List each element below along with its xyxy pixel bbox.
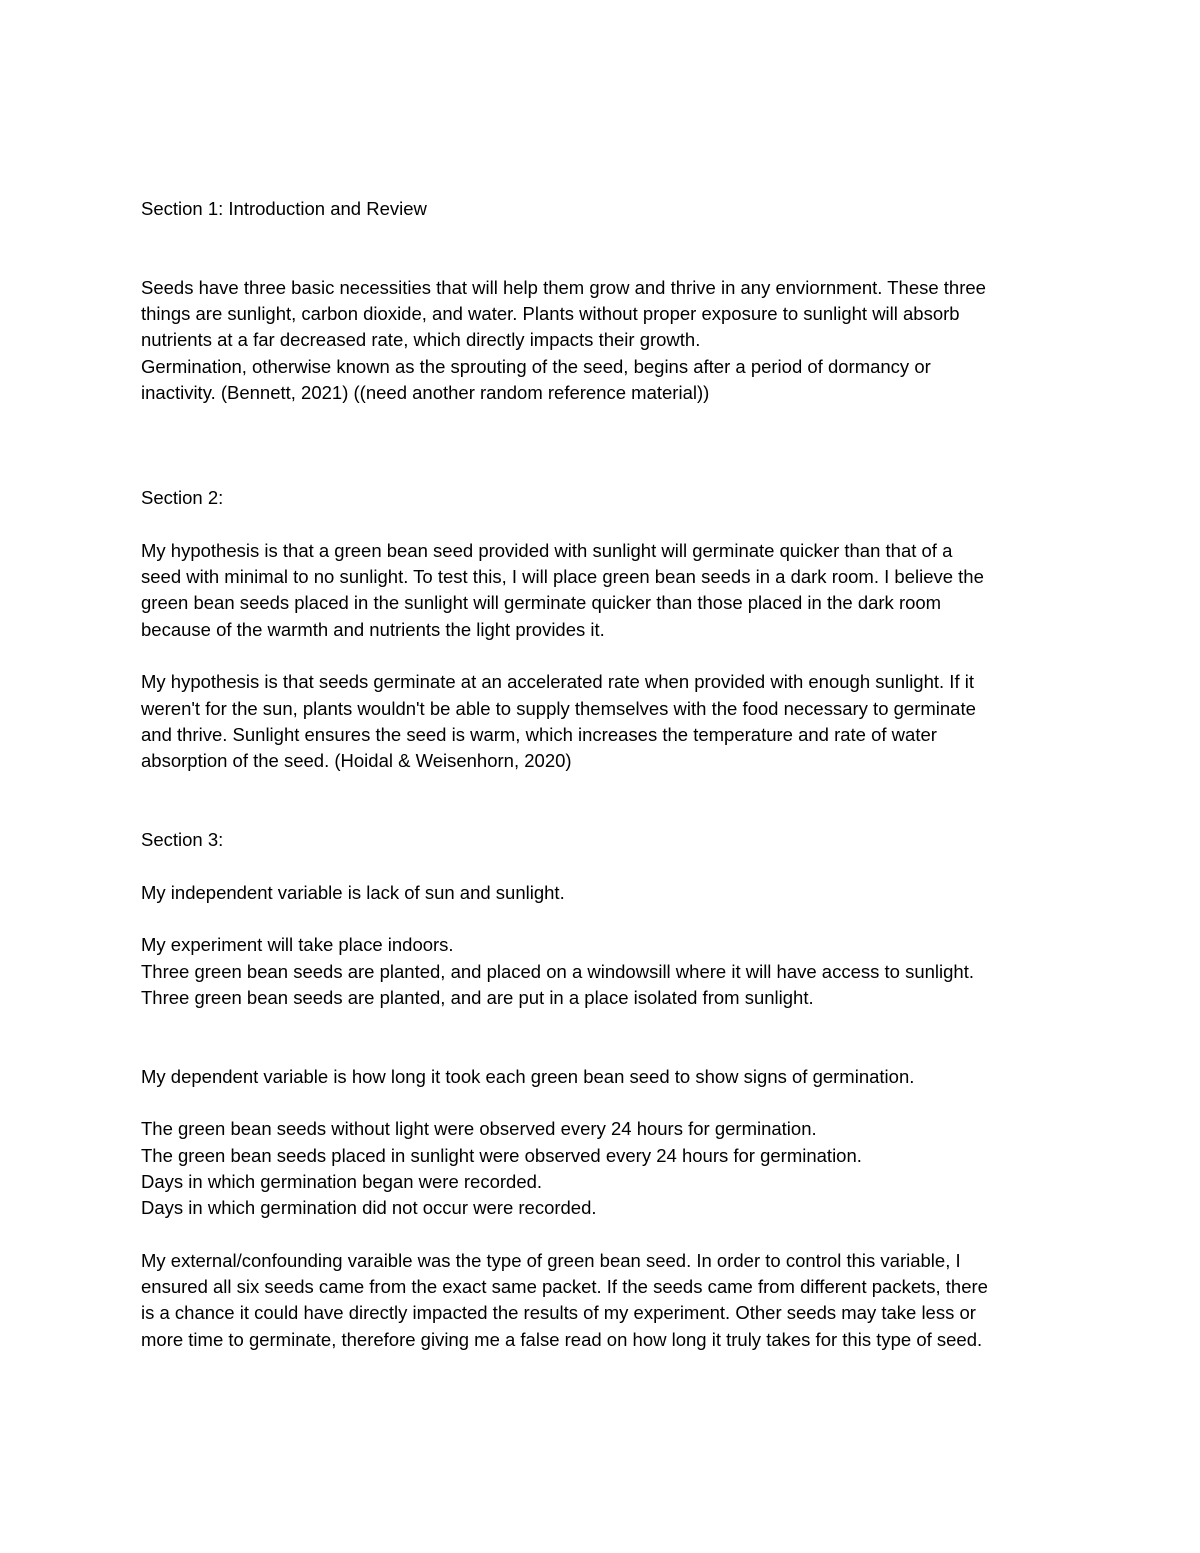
section-2-paragraph-1 bbox=[141, 538, 1071, 643]
paragraph-line: My hypothesis is that seeds germinate at an accelerated rate when provided with enough sunlight. If it bbox=[141, 671, 974, 693]
spacer bbox=[141, 406, 1071, 485]
paragraph-line: My external/confounding varaible was the type of green bean seed. In order to control this variable, I bbox=[141, 1249, 961, 1271]
paragraph-line: and thrive. Sunlight ensures the seed is warm, which increases the temperature and rate of water bbox=[141, 723, 937, 745]
observations bbox=[141, 1116, 1071, 1221]
paragraph-line: green bean seeds placed in the sunlight will germinate quicker than those placed in the dark room bbox=[141, 592, 942, 614]
paragraph-line: The green bean seeds placed in sunlight were observed every 24 hours for germination. bbox=[141, 1144, 862, 1166]
dependent-variable: My dependent variable is how long it took each green bean seed to show signs of germination. bbox=[141, 1065, 915, 1087]
confounding-variable bbox=[141, 1248, 1071, 1353]
spacer bbox=[141, 1011, 1071, 1064]
spacer bbox=[141, 853, 1071, 879]
paragraph-line: Germination, otherwise known as the sprouting of the seed, begins after a period of dormancy or bbox=[141, 355, 931, 377]
spacer bbox=[141, 512, 1071, 538]
paragraph-line: weren't for the sun, plants wouldn't be able to supply themselves with the food necessary to germinate bbox=[141, 697, 976, 719]
document-body bbox=[141, 196, 1071, 1353]
paragraph-line: because of the warmth and nutrients the light provides it. bbox=[141, 618, 605, 640]
paragraph-line: ensured all six seeds came from the exact same packet. If the seeds came from different packets, there bbox=[141, 1276, 988, 1298]
paragraph-line: Three green bean seeds are planted, and placed on a windowsill where it will have access to sunlight. bbox=[141, 960, 974, 982]
section-2-heading: Section 2: bbox=[141, 487, 224, 509]
paragraph-line: things are sunlight, carbon dioxide, and water. Plants without proper exposure to sunlight will absorb bbox=[141, 303, 960, 325]
paragraph-line: Days in which germination began were recorded. bbox=[141, 1170, 543, 1192]
spacer bbox=[141, 906, 1071, 932]
spacer bbox=[141, 1090, 1071, 1116]
paragraph-line: The green bean seeds without light were observed every 24 hours for germination. bbox=[141, 1118, 817, 1140]
paragraph-line: inactivity. (Bennett, 2021) ((need another random reference material)) bbox=[141, 382, 710, 404]
section-2-paragraph-2 bbox=[141, 669, 1071, 774]
spacer bbox=[141, 222, 1071, 275]
spacer bbox=[141, 775, 1071, 828]
spacer bbox=[141, 643, 1071, 669]
paragraph-line: Three green bean seeds are planted, and are put in a place isolated from sunlight. bbox=[141, 986, 814, 1008]
paragraph-line: My hypothesis is that a green bean seed provided with sunlight will germinate quicker than that of a bbox=[141, 539, 953, 561]
section-1-heading: Section 1: Introduction and Review bbox=[141, 198, 427, 219]
paragraph-line: Seeds have three basic necessities that will help them grow and thrive in any enviornment. These three bbox=[141, 276, 986, 298]
independent-variable: My independent variable is lack of sun and sunlight. bbox=[141, 881, 565, 903]
paragraph-line: absorption of the seed. (Hoidal & Weisenhorn, 2020) bbox=[141, 750, 572, 772]
paragraph-line: seed with minimal to no sunlight. To test this, I will place green bean seeds in a dark room. I believe the bbox=[141, 566, 984, 588]
paragraph-line: nutrients at a far decreased rate, which directly impacts their growth. bbox=[141, 329, 701, 351]
paragraph-line: is a chance it could have directly impacted the results of my experiment. Other seeds may take less or bbox=[141, 1302, 976, 1324]
section-1-paragraph bbox=[141, 275, 1071, 406]
section-3-heading: Section 3: bbox=[141, 829, 224, 851]
paragraph-line: Days in which germination did not occur were recorded. bbox=[141, 1197, 597, 1219]
experiment-setup bbox=[141, 932, 1071, 1011]
paragraph-line: more time to germinate, therefore giving me a false read on how long it truly takes for this type of seed. bbox=[141, 1328, 983, 1350]
paragraph-line: My experiment will take place indoors. bbox=[141, 934, 454, 956]
spacer bbox=[141, 1222, 1071, 1248]
